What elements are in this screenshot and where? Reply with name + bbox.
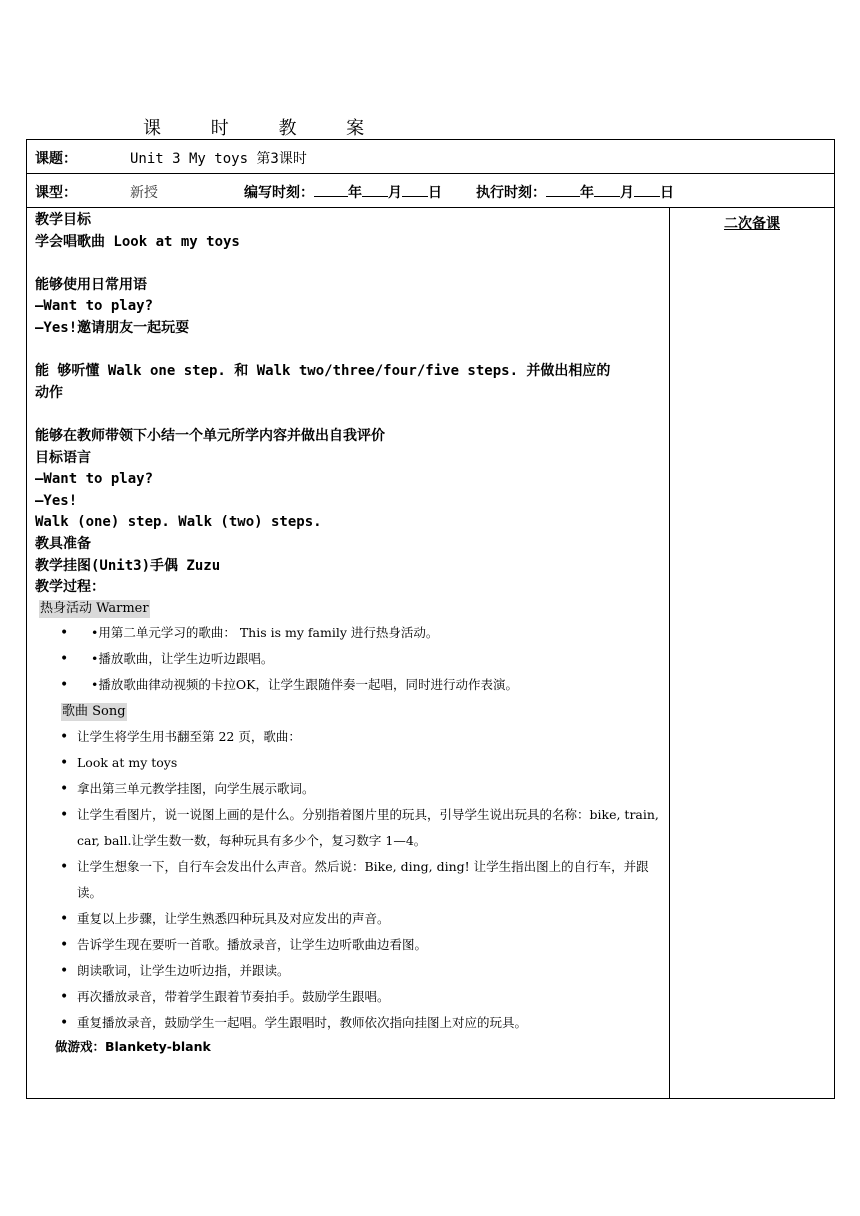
game-heading: 做游戏：Blankety-blank bbox=[55, 1038, 211, 1054]
objective-line: 动作 bbox=[35, 384, 63, 401]
song-list bbox=[35, 724, 669, 1036]
objective-line: 能够在教师带领下小结一个单元所学内容并做出自我评价 bbox=[35, 427, 385, 444]
body-row bbox=[27, 208, 835, 1099]
list-item: • •播放歌曲，让学生边听边跟唱。 bbox=[77, 646, 669, 672]
list-item: • 重复播放录音，鼓励学生一起唱。学生跟唱时，教师依次指向挂图上对应的玩具。 bbox=[77, 1010, 669, 1036]
type-value: 新授 bbox=[130, 185, 158, 201]
song-label: 歌曲 Song bbox=[62, 703, 126, 719]
target-language-heading: 目标语言 bbox=[35, 449, 91, 466]
objective-line: 学会唱歌曲 Look at my toys bbox=[35, 233, 240, 250]
objective-spacer bbox=[35, 340, 669, 362]
write-month-label: 月 bbox=[388, 185, 402, 201]
objective-line: 能够使用日常用语 bbox=[35, 276, 147, 293]
target-language-line: —Yes! bbox=[35, 492, 78, 509]
list-item: • •用第二单元学习的歌曲： This is my family 进行热身活动。 bbox=[77, 620, 669, 646]
list-item: • 让学生想象一下，自行车会发出什么声音。然后说：Bike, ding, ding! 让学生指出图上的自行车，并跟读。 bbox=[77, 854, 669, 906]
exec-year-label: 年 bbox=[580, 185, 594, 201]
objective-spacer bbox=[35, 253, 669, 275]
title-row bbox=[27, 140, 835, 174]
write-day-blank bbox=[402, 184, 428, 197]
objective-line: 能 够听懂 Walk one step. 和 Walk two/three/four/five steps. 并做出相应的 bbox=[35, 363, 611, 380]
main-content-cell bbox=[27, 208, 670, 1099]
objective-spacer bbox=[35, 404, 669, 426]
objective-line: —Yes!邀请朋友一起玩耍 bbox=[35, 319, 190, 336]
page-heading: 课 时 教 案 bbox=[143, 118, 387, 139]
process-heading: 教学过程： bbox=[35, 579, 105, 596]
list-item: • 告诉学生现在要听一首歌。播放录音，让学生边听歌曲边看图。 bbox=[77, 932, 669, 958]
warmer-list bbox=[35, 620, 669, 698]
list-item: • 重复以上步骤，让学生熟悉四种玩具及对应发出的声音。 bbox=[77, 906, 669, 932]
second-preparation-title: 二次备课 bbox=[724, 216, 780, 232]
materials-text: 教学挂图(Unit3)手偶 Zuzu bbox=[35, 557, 221, 574]
warmer-label: 热身活动 Warmer bbox=[40, 600, 149, 616]
exec-month-blank bbox=[594, 184, 620, 197]
target-language-line: Walk (one) step. Walk (two) steps. bbox=[35, 514, 322, 531]
write-year-label: 年 bbox=[348, 185, 362, 201]
materials-heading: 教具准备 bbox=[35, 535, 91, 552]
exec-month-label: 月 bbox=[620, 185, 634, 201]
list-item: • 再次播放录音，带着学生跟着节奏拍手。鼓励学生跟唱。 bbox=[77, 984, 669, 1010]
objective-line: —Want to play? bbox=[35, 298, 154, 315]
objectives-heading: 教学目标 bbox=[35, 212, 91, 228]
title-value: Unit 3 My toys 第3课时 bbox=[130, 151, 307, 167]
list-item: • •播放歌曲律动视频的卡拉OK，让学生跟随伴奏一起唱，同时进行动作表演。 bbox=[77, 672, 669, 698]
exec-day-blank bbox=[634, 184, 660, 197]
list-item: • 让学生将学生用书翻至第 22 页，歌曲： bbox=[77, 724, 669, 750]
second-preparation-cell bbox=[670, 208, 835, 1099]
write-time-label: 编写时刻： bbox=[244, 185, 314, 201]
write-year-blank bbox=[314, 184, 348, 197]
type-row bbox=[27, 174, 835, 208]
exec-day-label: 日 bbox=[660, 185, 674, 201]
target-language-line: —Want to play? bbox=[35, 471, 154, 488]
exec-time-label: 执行时刻： bbox=[476, 185, 546, 201]
list-item: • Look at my toys bbox=[77, 750, 669, 776]
write-month-blank bbox=[362, 184, 388, 197]
write-day-label: 日 bbox=[428, 185, 442, 201]
type-label: 课型： bbox=[35, 185, 77, 201]
title-label: 课题： bbox=[35, 151, 77, 167]
list-item: • 让学生看图片，说一说图上画的是什么。分别指着图片里的玩具，引导学生说出玩具的名称：bike, train, car, ball.让学生数一数，每种玩具有多少个，复习数字 1—4。 bbox=[77, 802, 669, 854]
exec-year-blank bbox=[546, 184, 580, 197]
list-item: • 拿出第三单元教学挂图，向学生展示歌词。 bbox=[77, 776, 669, 802]
list-item: • 朗读歌词，让学生边听边指，并跟读。 bbox=[77, 958, 669, 984]
lesson-plan-table bbox=[26, 139, 835, 1099]
